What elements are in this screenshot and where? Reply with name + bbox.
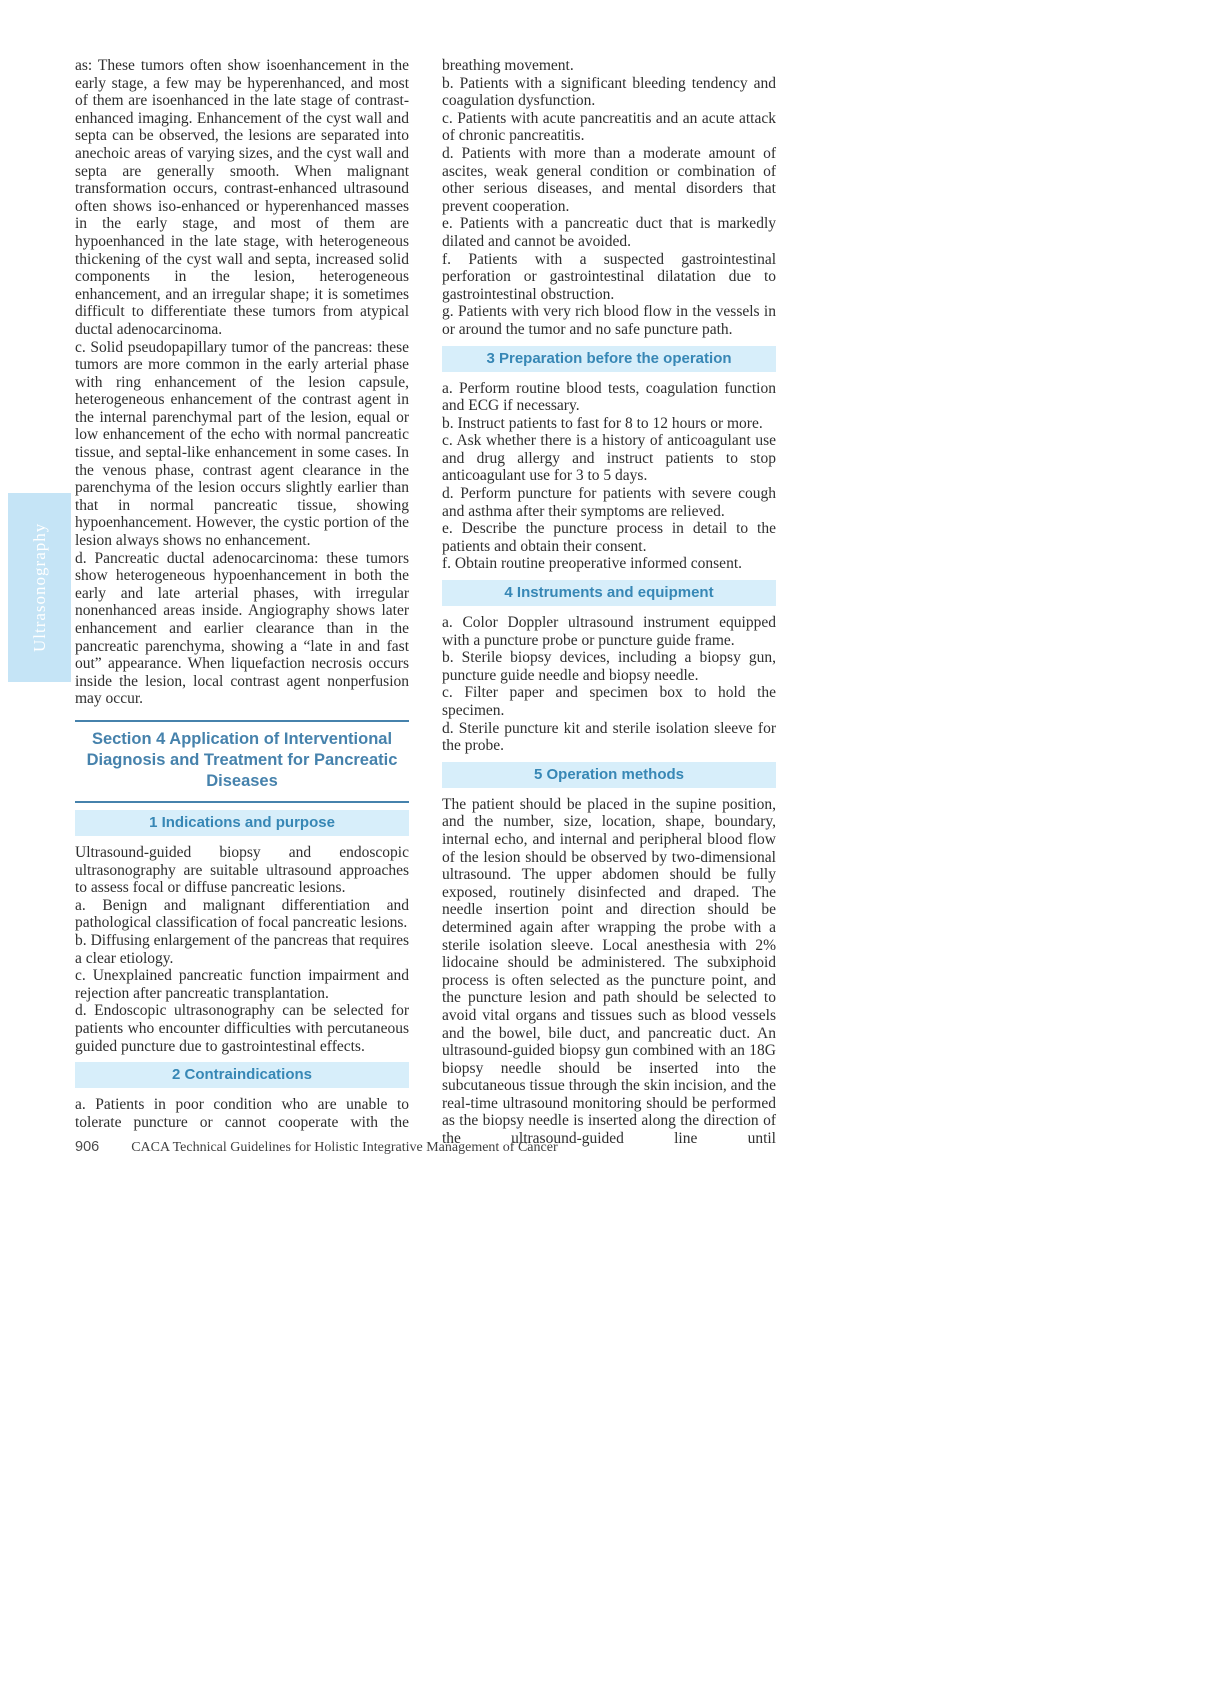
paragraph-instruments-d: d. Sterile puncture kit and sterile isolation sleeve for the probe. bbox=[442, 719, 776, 755]
section-heading: Section 4 Application of Interventional Diagnosis and Treatment for Pancreatic Diseases bbox=[75, 720, 409, 803]
paragraph-preparation-b: b. Instruct patients to fast for 8 to 12 hours or more. bbox=[442, 414, 763, 432]
paragraph-preparation-d: d. Perform puncture for patients with severe cough and asthma after their symptoms are relieved. bbox=[442, 485, 776, 520]
paragraph-continued: as: These tumors often show isoenhancement in the early stage, a few may be hyperenhanced, and most of them are isoenhanced in the late stage of contrast-enhanced imaging. Enhancement of the cyst wall and septa can be observed, the lesions are separated into anechoic areas of varying sizes, and the cyst wall and septa are generally smooth. When malignant transformation occurs, contrast-enhanced ultrasound often shows iso-enhanced or hyperenhanced masses in the early stage, and most of them are hypoenhanced in the late stage, with heterogeneous thickening of the cyst wall and septa, increased solid components in the lesion, heterogeneous enhancement, and an irregular shape; it is sometimes difficult to differentiate these tumors from atypical ductal adenocarcinoma. bbox=[75, 57, 409, 338]
subheading-indications: 1 Indications and purpose bbox=[75, 810, 409, 836]
paragraph-indications-d: d. Endoscopic ultrasonography can be selected for patients who encounter difficulties with percutaneous guided puncture due to gastrointestinal effects. bbox=[75, 1002, 409, 1055]
right-column bbox=[442, 57, 776, 1148]
paragraph-preparation-f: f. Obtain routine preoperative informed consent. bbox=[442, 555, 742, 573]
paragraph-operation-methods: The patient should be placed in the supine position, and the number, size, location, shape, boundary, internal echo, and internal and peripheral blood flow of the lesion should be observed by two-dimensional ultrasound. The upper abdomen should be fully exposed, routinely disinfected and draped. The needle insertion point and direction should be determined again after wrapping the probe with a sterile isolation sleeve. Local anesthesia with 2% lidocaine should be administered. The subxiphoid process is often selected as the puncture point, and the puncture lesion and path should be selected to avoid vital organs and tissues such as blood vessels and the bowel, bile duct, and pancreatic duct. An ultrasound-guided biopsy gun combined with an 18G biopsy needle should be inserted into the subcutaneous tissue through the skin incision, and the real-time ultrasound monitoring should be performed as the biopsy needle is inserted along the direction of the ultrasound-guided line until bbox=[442, 795, 776, 1148]
left-column bbox=[75, 57, 409, 1131]
paragraph-item-c: c. Solid pseudopapillary tumor of the pancreas: these tumors are more common in the early arterial phase with ring enhancement of the lesion capsule, heterogeneous enhancement of the contrast agent in the internal parenchymal part of the lesion, equal or low enhancement of the echo with normal pancreatic tissue, and septal-like enhancement in some cases. In the venous phase, contrast agent clearance in the parenchyma of the lesion occurs slightly earlier than that in normal pancreatic tissue, showing hypoenhancement. However, the cystic portion of the lesion always shows no enhancement. bbox=[75, 338, 409, 550]
paragraph-contraindications-g: g. Patients with very rich blood flow in the vessels in or around the tumor and no safe puncture path. bbox=[442, 303, 776, 338]
page-number: 906 bbox=[75, 1139, 100, 1155]
subheading-instruments: 4 Instruments and equipment bbox=[442, 580, 776, 606]
subheading-contraindications: 2 Contraindications bbox=[75, 1062, 409, 1088]
paragraph-contraindications-f: f. Patients with a suspected gastrointestinal perforation or gastrointestinal dilatation due to gastrointestinal obstruction. bbox=[442, 250, 776, 303]
chapter-tab-label: Ultrasonography bbox=[30, 522, 49, 653]
paragraph-indications-b: b. Diffusing enlargement of the pancreas that requires a clear etiology. bbox=[75, 931, 409, 967]
paragraph-item-d: d. Pancreatic ductal adenocarcinoma: these tumors show heterogeneous hypoenhancement in both the early and late arterial phases, with irregular nonenhanced areas inside. Angiography shows later enhancement and earlier clearance than in the pancreatic parenchyma, showing a “late in and fast out” appearance. When liquefaction necrosis occurs inside the lesion, local contrast agent nonperfusion may occur. bbox=[75, 549, 409, 708]
paragraph-preparation-a: a. Perform routine blood tests, coagulation function and ECG if necessary. bbox=[442, 379, 776, 415]
paragraph-contraindications-b: b. Patients with a significant bleeding tendency and coagulation dysfunction. bbox=[442, 74, 776, 110]
paragraph-preparation-c: c. Ask whether there is a history of anticoagulant use and drug allergy and instruct patients to stop anticoagulant use for 3 to 5 days. bbox=[442, 432, 776, 485]
paragraph-indications-c: c. Unexplained pancreatic function impairment and rejection after pancreatic transplantation. bbox=[75, 967, 409, 1002]
paragraph-contraindications-d: d. Patients with more than a moderate amount of ascites, weak general condition or combination of other serious diseases, and mental disorders that prevent cooperation. bbox=[442, 144, 776, 215]
running-title: CACA Technical Guidelines for Holistic Integrative Management of Cancer bbox=[131, 1140, 558, 1155]
paragraph-instruments-c: c. Filter paper and specimen box to hold the specimen. bbox=[442, 684, 776, 719]
chapter-tab bbox=[8, 493, 71, 682]
paragraph-contraindications-c: c. Patients with acute pancreatitis and an acute attack of chronic pancreatitis. bbox=[442, 109, 776, 145]
subheading-operation-methods: 5 Operation methods bbox=[442, 762, 776, 788]
paragraph-indications-a: a. Benign and malignant differentiation and pathological classification of focal pancreatic lesions. bbox=[75, 896, 409, 932]
page-footer bbox=[75, 1138, 795, 1157]
paragraph-contraindications-a-continued: breathing movement. bbox=[442, 57, 574, 74]
paragraph-instruments-a: a. Color Doppler ultrasound instrument equipped with a puncture probe or puncture guide frame. bbox=[442, 614, 776, 649]
paragraph-contraindications-a: a. Patients in poor condition who are unable to tolerate puncture or cannot cooperate with the bbox=[75, 1096, 409, 1131]
paragraph-indications-intro: Ultrasound-guided biopsy and endoscopic ultrasonography are suitable ultrasound approaches to assess focal or diffuse pancreatic lesions. bbox=[75, 843, 409, 897]
subheading-preparation: 3 Preparation before the operation bbox=[442, 346, 776, 372]
paragraph-preparation-e: e. Describe the puncture process in detail to the patients and obtain their consent. bbox=[442, 520, 776, 555]
paragraph-instruments-b: b. Sterile biopsy devices, including a biopsy gun, puncture guide needle and biopsy needle. bbox=[442, 649, 776, 684]
paragraph-contraindications-e: e. Patients with a pancreatic duct that is markedly dilated and cannot be avoided. bbox=[442, 215, 776, 250]
